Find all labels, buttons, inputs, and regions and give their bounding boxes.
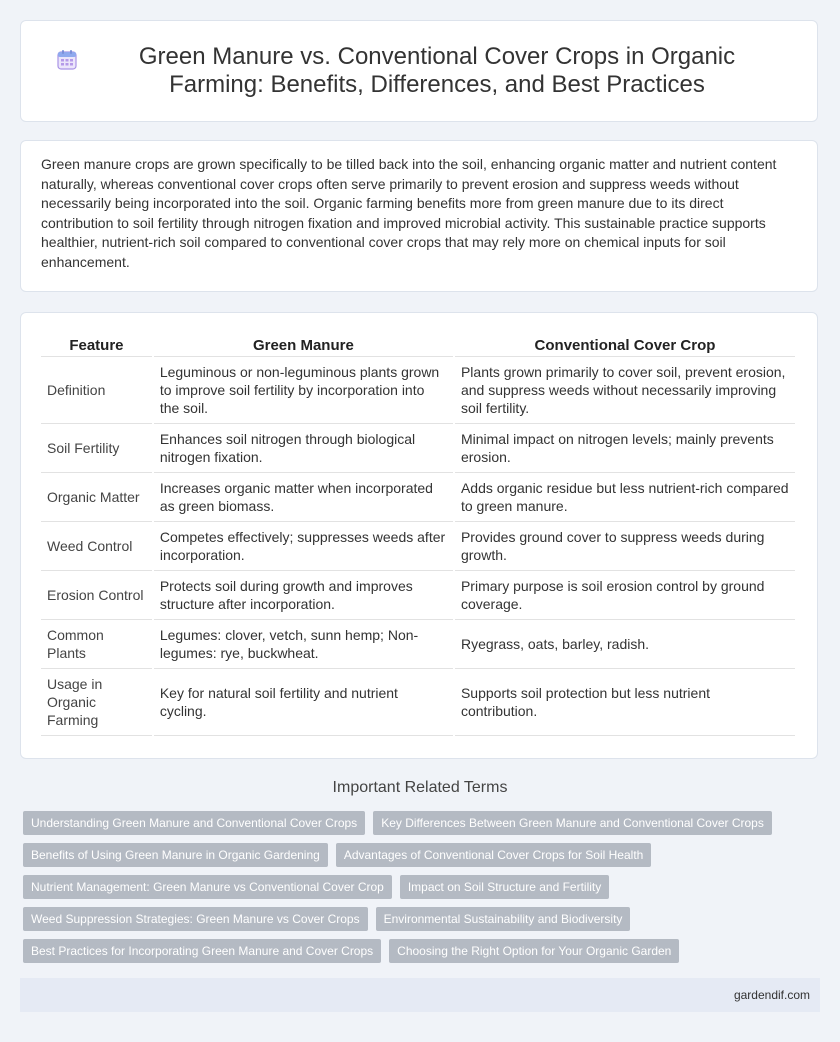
cover-crop-cell: Provides ground cover to suppress weeds during growth.	[455, 522, 795, 571]
cover-crop-cell: Adds organic residue but less nutrient-rich compared to green manure.	[455, 473, 795, 522]
feature-cell: Organic Matter	[41, 473, 152, 522]
table-row	[41, 571, 795, 620]
column-header-green-manure: Green Manure	[154, 333, 453, 357]
feature-cell: Definition	[41, 357, 152, 424]
footer	[20, 978, 820, 1012]
green-manure-cell: Legumes: clover, vetch, sunn hemp; Non-legumes: rye, buckwheat.	[154, 620, 453, 669]
table-row	[41, 357, 795, 424]
related-term-tag[interactable]: Benefits of Using Green Manure in Organic Gardening	[23, 843, 328, 867]
related-term-tag[interactable]: Advantages of Conventional Cover Crops for Soil Health	[336, 843, 652, 867]
table-row	[41, 473, 795, 522]
table-row	[41, 424, 795, 473]
column-header-feature: Feature	[41, 333, 152, 357]
related-term-tag[interactable]: Weed Suppression Strategies: Green Manure vs Cover Crops	[23, 907, 368, 931]
cover-crop-cell: Minimal impact on nitrogen levels; mainly prevents erosion.	[455, 424, 795, 473]
related-term-tag[interactable]: Nutrient Management: Green Manure vs Conventional Cover Crop	[23, 875, 392, 899]
related-terms	[23, 811, 823, 971]
table-row	[41, 522, 795, 571]
column-header-cover-crop: Conventional Cover Crop	[455, 333, 795, 357]
cover-crop-cell: Ryegrass, oats, barley, radish.	[455, 620, 795, 669]
page-title: Green Manure vs. Conventional Cover Crops in Organic Farming: Benefits, Differences, and Best Practices	[138, 43, 736, 98]
tag-row	[23, 875, 823, 899]
related-term-tag[interactable]: Impact on Soil Structure and Fertility	[400, 875, 609, 899]
green-manure-cell: Key for natural soil fertility and nutrient cycling.	[154, 669, 453, 736]
related-term-tag[interactable]: Choosing the Right Option for Your Organic Garden	[389, 939, 679, 963]
green-manure-cell: Leguminous or non-leguminous plants grown to improve soil fertility by incorporation into the soil.	[154, 357, 453, 424]
table-row	[41, 669, 795, 736]
feature-cell: Weed Control	[41, 522, 152, 571]
feature-cell: Common Plants	[41, 620, 152, 669]
related-term-tag[interactable]: Environmental Sustainability and Biodiversity	[376, 907, 631, 931]
cover-crop-cell: Supports soil protection but less nutrient contribution.	[455, 669, 795, 736]
related-term-tag[interactable]: Key Differences Between Green Manure and Conventional Cover Crops	[373, 811, 772, 835]
intro-text: Green manure crops are grown specifically to be tilled back into the soil, enhancing organic matter and nutrient content naturally, whereas conventional cover crops often serve primarily to prevent erosion and suppress weeds without necessarily being incorporated into the soil. Organic farming benefits more from green manure due to its direct contribution to soil fertility through nitrogen fixation and improved microbial activity. This sustainable practice supports healthier, nutrient-rich soil compared to conventional cover crops that may rely more on chemical inputs for soil enhancement.	[41, 156, 777, 270]
green-manure-cell: Enhances soil nitrogen through biological nitrogen fixation.	[154, 424, 453, 473]
feature-cell: Erosion Control	[41, 571, 152, 620]
green-manure-cell: Competes effectively; suppresses weeds after incorporation.	[154, 522, 453, 571]
feature-cell: Usage in Organic Farming	[41, 669, 152, 736]
feature-cell: Soil Fertility	[41, 424, 152, 473]
comparison-card	[20, 312, 818, 759]
related-term-tag[interactable]: Understanding Green Manure and Conventional Cover Crops	[23, 811, 365, 835]
table-row	[41, 620, 795, 669]
intro-card	[20, 140, 818, 292]
tag-row	[23, 939, 823, 963]
green-manure-cell: Protects soil during growth and improves structure after incorporation.	[154, 571, 453, 620]
green-manure-cell: Increases organic matter when incorporated as green biomass.	[154, 473, 453, 522]
tag-row	[23, 843, 823, 867]
related-terms-title: Important Related Terms	[332, 779, 508, 796]
cover-crop-cell: Plants grown primarily to cover soil, prevent erosion, and suppress weeds without necessarily improving soil fertility.	[455, 357, 795, 424]
header-card	[20, 20, 818, 122]
calendar-icon	[56, 49, 78, 71]
tag-row	[23, 811, 823, 835]
site-link[interactable]: gardendif.com	[733, 988, 810, 1002]
related-term-tag[interactable]: Best Practices for Incorporating Green Manure and Cover Crops	[23, 939, 381, 963]
comparison-table	[39, 333, 797, 736]
tag-row	[23, 907, 823, 931]
cover-crop-cell: Primary purpose is soil erosion control by ground coverage.	[455, 571, 795, 620]
